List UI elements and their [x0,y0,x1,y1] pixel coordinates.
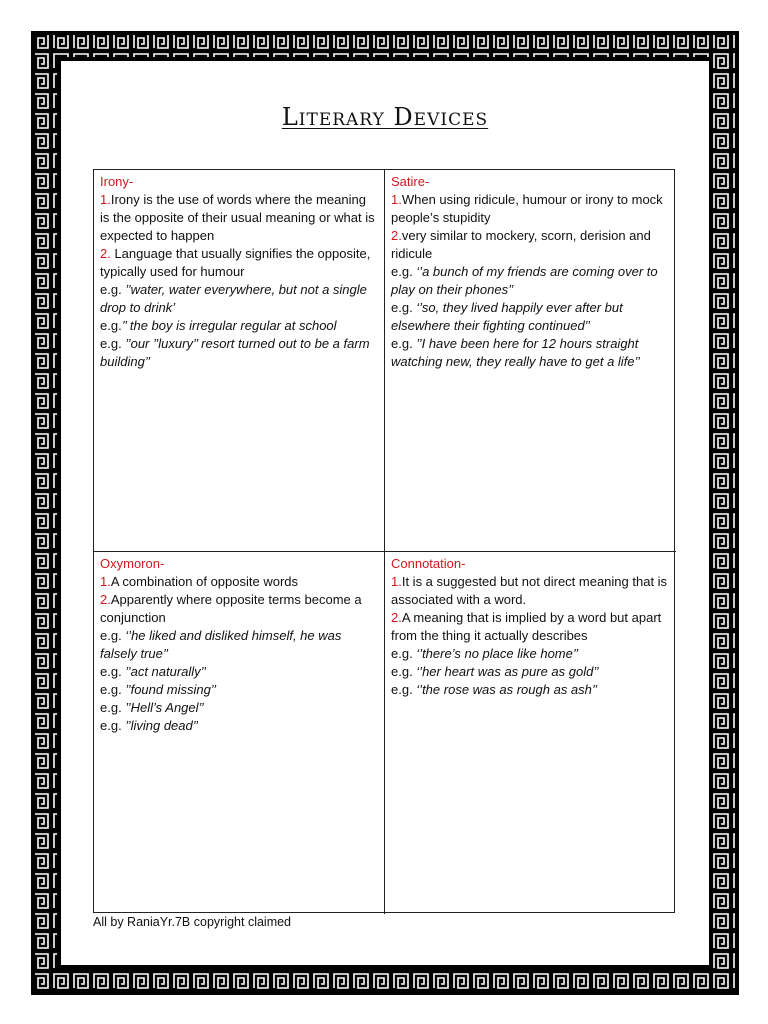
copyright-footer: All by RaniaYr.7B copyright claimed [93,915,292,929]
example-text: ’’our ’’luxury’’ resort turned out to be a farm building’’ [100,336,370,369]
definition [391,609,670,645]
example-text: ‘’so, they lived happily ever after but elsewhere their fighting continued’’ [391,300,623,333]
oxymoron-cell [94,552,385,914]
definition-text: Language that usually signifies the opposite, typically used for humour [100,246,371,279]
example [391,681,670,699]
example-prefix: e.g. [100,318,122,333]
cell-heading: Oxymoron- [100,556,165,571]
example-text: ‘’he liked and disliked himself, he was falsely true’’ [100,628,342,661]
example [391,263,670,299]
example-text: ’’Hell’s Angel’’ [125,700,204,715]
example-text: ’’found missing’’ [125,682,217,697]
example-prefix: e.g. [100,336,126,351]
example-prefix: e.g. [100,682,126,697]
example [100,281,378,317]
example [391,645,670,663]
irony-cell [94,170,385,552]
example-prefix: e.g. [100,664,126,679]
example-prefix: e.g. [100,718,126,733]
example-prefix: e.g. [391,336,417,351]
definition-text: very similar to mockery, scorn, derision and ridicule [391,228,651,261]
satire-cell [385,170,676,552]
definition [100,245,378,281]
definition [391,573,670,609]
example [100,317,378,335]
example [391,663,670,681]
example-text: ’’I have been here for 12 hours straight watching new, they really have to get a life’’ [391,336,640,369]
definition-number: 2. [391,228,402,243]
definition-number: 1. [100,574,111,589]
example [391,299,670,335]
example [100,681,378,699]
definition [391,227,670,263]
example [391,335,670,371]
definition [391,191,670,227]
example-prefix: e.g. [391,300,417,315]
definition [100,573,378,591]
example [100,335,378,371]
cell-heading: Connotation- [391,556,466,571]
definition-text: It is a suggested but not direct meaning that is associated with a word. [391,574,668,607]
connotation-cell [385,552,676,914]
document-page [31,31,739,995]
example-text: ’’water, water everywhere, but not a single drop to drink’ [100,282,367,315]
example-prefix: e.g. [391,682,417,697]
example-text: ‘’the rose was as rough as ash’’ [416,682,598,697]
definition [100,191,378,245]
cell-heading: Irony- [100,174,134,189]
definition-number: 2. [100,592,111,607]
definition-text: When using ridicule, humour or irony to mock people’s stupidity [391,192,663,225]
example-prefix: e.g. [100,628,126,643]
example-text: ‘’there’s no place like home’’ [416,646,579,661]
definition-number: 2. [100,246,111,261]
example [100,663,378,681]
definition [100,591,378,627]
example [100,699,378,717]
page-title: Literary Devices [281,103,489,131]
example-text: ’’living dead’’ [125,718,199,733]
example-prefix: e.g. [391,264,417,279]
example [100,717,378,735]
example-prefix: e.g. [391,664,417,679]
example-text: ‘’a bunch of my friends are coming over to play on their phones’’ [391,264,658,297]
cell-heading: Satire- [391,174,430,189]
example-prefix: e.g. [391,646,417,661]
example-prefix: e.g. [100,282,126,297]
definition-number: 1. [100,192,111,207]
definition-text: Apparently where opposite terms become a conjunction [100,592,362,625]
definition-text: Irony is the use of words where the meaning is the opposite of their usual meaning or what is expected to happen [100,192,375,243]
example [100,627,378,663]
definition-text: A meaning that is implied by a word but apart from the thing it actually describes [391,610,662,643]
definition-number: 1. [391,192,402,207]
example-prefix: e.g. [100,700,126,715]
example-text: ’’act naturally’’ [125,664,206,679]
definition-text: A combination of opposite words [110,574,299,589]
example-text: ‘’her heart was as pure as gold’’ [416,664,599,679]
definition-number: 1. [391,574,402,589]
example-text: ’’ the boy is irregular regular at school [121,318,337,333]
devices-table [93,169,675,913]
definition-number: 2. [391,610,402,625]
